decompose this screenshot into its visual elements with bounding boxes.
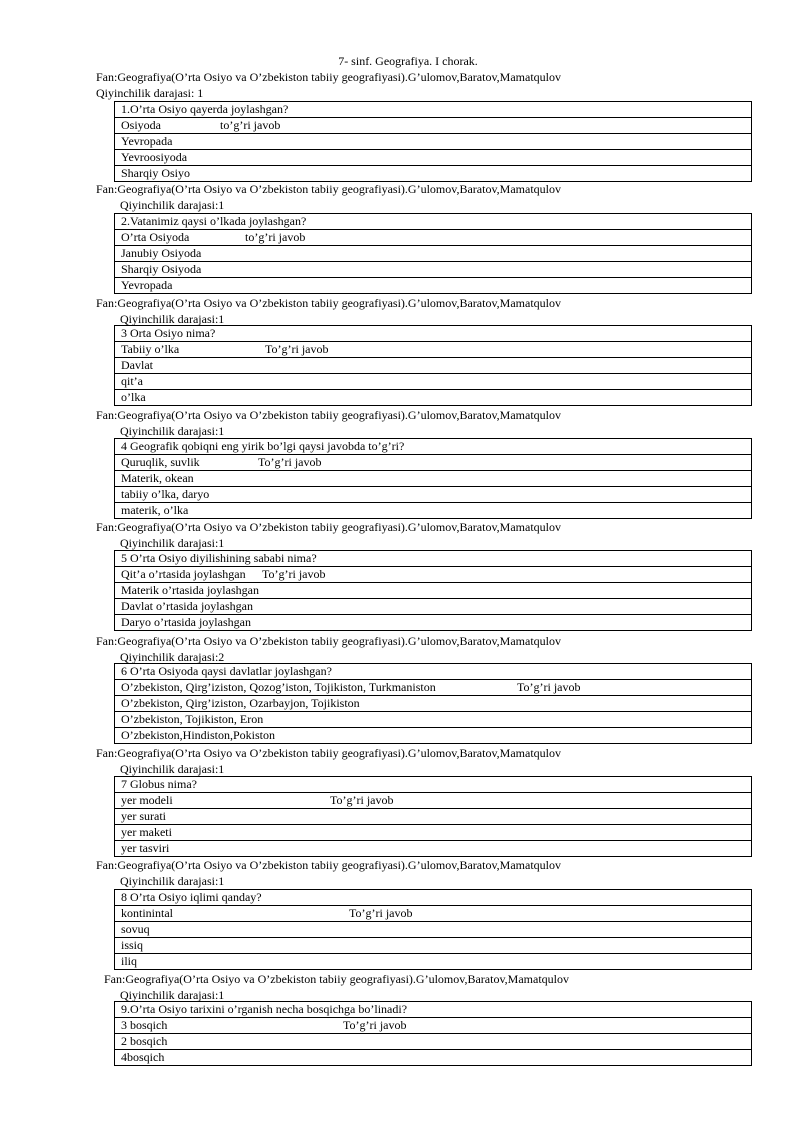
answer-option-text: O’zbekiston, Qirg’iziston, Ozarbayjon, Tojikiston xyxy=(121,696,360,710)
answer-option-row xyxy=(115,1034,751,1050)
answer-option-text: materik, o’lka xyxy=(121,503,189,517)
answer-option-text: O’zbekiston, Qirg’iziston, Qozog’iston, Tojikiston, Turkmaniston xyxy=(121,680,436,694)
answer-option-text: Materik, okean xyxy=(121,471,194,485)
answer-option-text: iliq xyxy=(121,954,138,968)
question-table xyxy=(114,1001,752,1066)
difficulty-level: Qiyinchilik darajasi: 1 xyxy=(96,86,204,100)
answer-option-row xyxy=(115,954,751,970)
question-table xyxy=(114,325,752,406)
answer-option-text: 3 bosqich xyxy=(121,1018,168,1032)
question-text: 6 O’rta Osiyoda qaysi davlatlar joylashgan? xyxy=(121,664,332,678)
answer-option-text: yer tasviri xyxy=(121,841,170,855)
answer-option-text: tabiiy o’lka, daryo xyxy=(121,487,210,501)
answer-option-row xyxy=(115,471,751,487)
answer-option-row xyxy=(115,825,751,841)
difficulty-level: Qiyinchilik darajasi:1 xyxy=(120,762,225,776)
subject-line: Fan:Geografiya(O’rta Osiyo va O’zbekiston tabiiy geografiyasi).G’ulomov,Baratov,Mamatqulov xyxy=(96,634,561,648)
answer-option-row xyxy=(115,503,751,519)
correct-answer-label: To’g’ri javob xyxy=(262,567,326,581)
answer-option-row xyxy=(115,712,751,728)
answer-option-row xyxy=(115,230,751,246)
answer-option-text: yer surati xyxy=(121,809,166,823)
answer-option-row xyxy=(115,922,751,938)
question-text: 8 O’rta Osiyo iqlimi qanday? xyxy=(121,890,262,904)
page-title: 7- sinf. Geografiya. I chorak. xyxy=(338,54,478,68)
answer-option-row xyxy=(115,680,751,696)
question-row xyxy=(115,551,751,567)
answer-option-text: Davlat xyxy=(121,358,153,372)
difficulty-level: Qiyinchilik darajasi:1 xyxy=(120,536,225,550)
answer-option-row xyxy=(115,841,751,857)
question-table xyxy=(114,889,752,970)
subject-line: Fan:Geografiya(O’rta Osiyo va O’zbekiston tabiiy geografiyasi).G’ulomov,Baratov,Mamatqulov xyxy=(96,182,561,196)
question-table xyxy=(114,213,752,294)
answer-option-row xyxy=(115,118,751,134)
answer-option-text: O’zbekiston, Tojikiston, Eron xyxy=(121,712,264,726)
answer-option-text: Materik o’rtasida joylashgan xyxy=(121,583,259,597)
subject-line: Fan:Geografiya(O’rta Osiyo va O’zbekiston tabiiy geografiyasi).G’ulomov,Baratov,Mamatqulov xyxy=(96,746,561,760)
answer-option-text: O’rta Osiyoda xyxy=(121,230,190,244)
correct-answer-label: to’g’ri javob xyxy=(220,118,281,132)
correct-answer-label: to’g’ri javob xyxy=(245,230,306,244)
answer-option-row xyxy=(115,599,751,615)
question-row xyxy=(115,102,751,118)
answer-option-text: Sharqiy Osiyo xyxy=(121,166,190,180)
answer-option-row xyxy=(115,583,751,599)
answer-option-text: 4bosqich xyxy=(121,1050,165,1064)
question-row xyxy=(115,890,751,906)
correct-answer-label: To’g’ri javob xyxy=(343,1018,407,1032)
answer-option-row xyxy=(115,1050,751,1066)
question-text: 3 Orta Osiyo nima? xyxy=(121,326,216,340)
answer-option-text: Qit’a o’rtasida joylashgan xyxy=(121,567,246,581)
difficulty-level: Qiyinchilik darajasi:1 xyxy=(120,874,225,888)
answer-option-text: Yevroosiyoda xyxy=(121,150,188,164)
answer-option-row xyxy=(115,567,751,583)
question-text: 7 Globus nima? xyxy=(121,777,197,791)
subject-line: Fan:Geografiya(O’rta Osiyo va O’zbekiston tabiiy geografiyasi).G’ulomov,Baratov,Mamatqulov xyxy=(96,408,561,422)
answer-option-row xyxy=(115,246,751,262)
difficulty-level: Qiyinchilik darajasi:1 xyxy=(120,988,225,1002)
answer-option-text: yer maketi xyxy=(121,825,172,839)
answer-option-text: 2 bosqich xyxy=(121,1034,168,1048)
question-row xyxy=(115,214,751,230)
answer-option-text: Tabiiy o’lka xyxy=(121,342,180,356)
answer-option-text: Yevropada xyxy=(121,134,173,148)
answer-option-text: sovuq xyxy=(121,922,150,936)
answer-option-row xyxy=(115,455,751,471)
difficulty-level: Qiyinchilik darajasi:1 xyxy=(120,198,225,212)
answer-option-row xyxy=(115,615,751,631)
answer-option-text: O’zbekiston,Hindiston,Pokiston xyxy=(121,728,276,742)
question-text: 2.Vatanimiz qaysi o’lkada joylashgan? xyxy=(121,214,307,228)
answer-option-row xyxy=(115,696,751,712)
question-table xyxy=(114,550,752,631)
question-row xyxy=(115,326,751,342)
question-table xyxy=(114,438,752,519)
question-text: 5 O’rta Osiyo diyilishining sababi nima? xyxy=(121,551,317,565)
question-table xyxy=(114,101,752,182)
answer-option-row xyxy=(115,342,751,358)
answer-option-text: Osiyoda xyxy=(121,118,161,132)
question-table xyxy=(114,776,752,857)
question-text: 1.O’rta Osiyo qayerda joylashgan? xyxy=(121,102,289,116)
answer-option-row xyxy=(115,134,751,150)
answer-option-text: issiq xyxy=(121,938,144,952)
correct-answer-label: To’g’ri javob xyxy=(349,906,413,920)
subject-line: Fan:Geografiya(O’rta Osiyo va O’zbekiston tabiiy geografiyasi).G’ulomov,Baratov,Mamatqulov xyxy=(96,70,561,84)
answer-option-text: o’lka xyxy=(121,390,146,404)
correct-answer-label: To’g’ri javob xyxy=(517,680,581,694)
question-row xyxy=(115,1002,751,1018)
answer-option-row xyxy=(115,166,751,182)
question-row xyxy=(115,439,751,455)
answer-option-text: yer modeli xyxy=(121,793,173,807)
subject-line: Fan:Geografiya(O’rta Osiyo va O’zbekiston tabiiy geografiyasi).G’ulomov,Baratov,Mamatqulov xyxy=(104,972,569,986)
question-text: 9.O’rta Osiyo tarixini o’rganish necha bosqichga bo’linadi? xyxy=(121,1002,408,1016)
answer-option-text: Daryo o’rtasida joylashgan xyxy=(121,615,251,629)
question-row xyxy=(115,664,751,680)
subject-line: Fan:Geografiya(O’rta Osiyo va O’zbekiston tabiiy geografiyasi).G’ulomov,Baratov,Mamatqulov xyxy=(96,520,561,534)
correct-answer-label: To’g’ri javob xyxy=(258,455,322,469)
answer-option-text: Janubiy Osiyoda xyxy=(121,246,202,260)
answer-option-row xyxy=(115,374,751,390)
answer-option-row xyxy=(115,278,751,294)
question-text: 4 Geografik qobiqni eng yirik bo’lgi qaysi javobda to’g’ri? xyxy=(121,439,405,453)
subject-line: Fan:Geografiya(O’rta Osiyo va O’zbekiston tabiiy geografiyasi).G’ulomov,Baratov,Mamatqulov xyxy=(96,858,561,872)
answer-option-text: Sharqiy Osiyoda xyxy=(121,262,202,276)
answer-option-row xyxy=(115,390,751,406)
answer-option-text: Quruqlik, suvlik xyxy=(121,455,200,469)
difficulty-level: Qiyinchilik darajasi:1 xyxy=(120,424,225,438)
answer-option-row xyxy=(115,793,751,809)
answer-option-text: qit’a xyxy=(121,374,143,388)
answer-option-text: Yevropada xyxy=(121,278,173,292)
answer-option-text: kontinintal xyxy=(121,906,173,920)
answer-option-row xyxy=(115,487,751,503)
answer-option-row xyxy=(115,358,751,374)
answer-option-text: Davlat o’rtasida joylashgan xyxy=(121,599,253,613)
answer-option-row xyxy=(115,1018,751,1034)
difficulty-level: Qiyinchilik darajasi:2 xyxy=(120,650,225,664)
question-row xyxy=(115,777,751,793)
answer-option-row xyxy=(115,728,751,744)
answer-option-row xyxy=(115,906,751,922)
correct-answer-label: To’g’ri javob xyxy=(265,342,329,356)
correct-answer-label: To’g’ri javob xyxy=(330,793,394,807)
answer-option-row xyxy=(115,938,751,954)
answer-option-row xyxy=(115,809,751,825)
subject-line: Fan:Geografiya(O’rta Osiyo va O’zbekiston tabiiy geografiyasi).G’ulomov,Baratov,Mamatqulov xyxy=(96,296,561,310)
difficulty-level: Qiyinchilik darajasi:1 xyxy=(120,312,225,326)
question-table xyxy=(114,663,752,744)
answer-option-row xyxy=(115,150,751,166)
answer-option-row xyxy=(115,262,751,278)
